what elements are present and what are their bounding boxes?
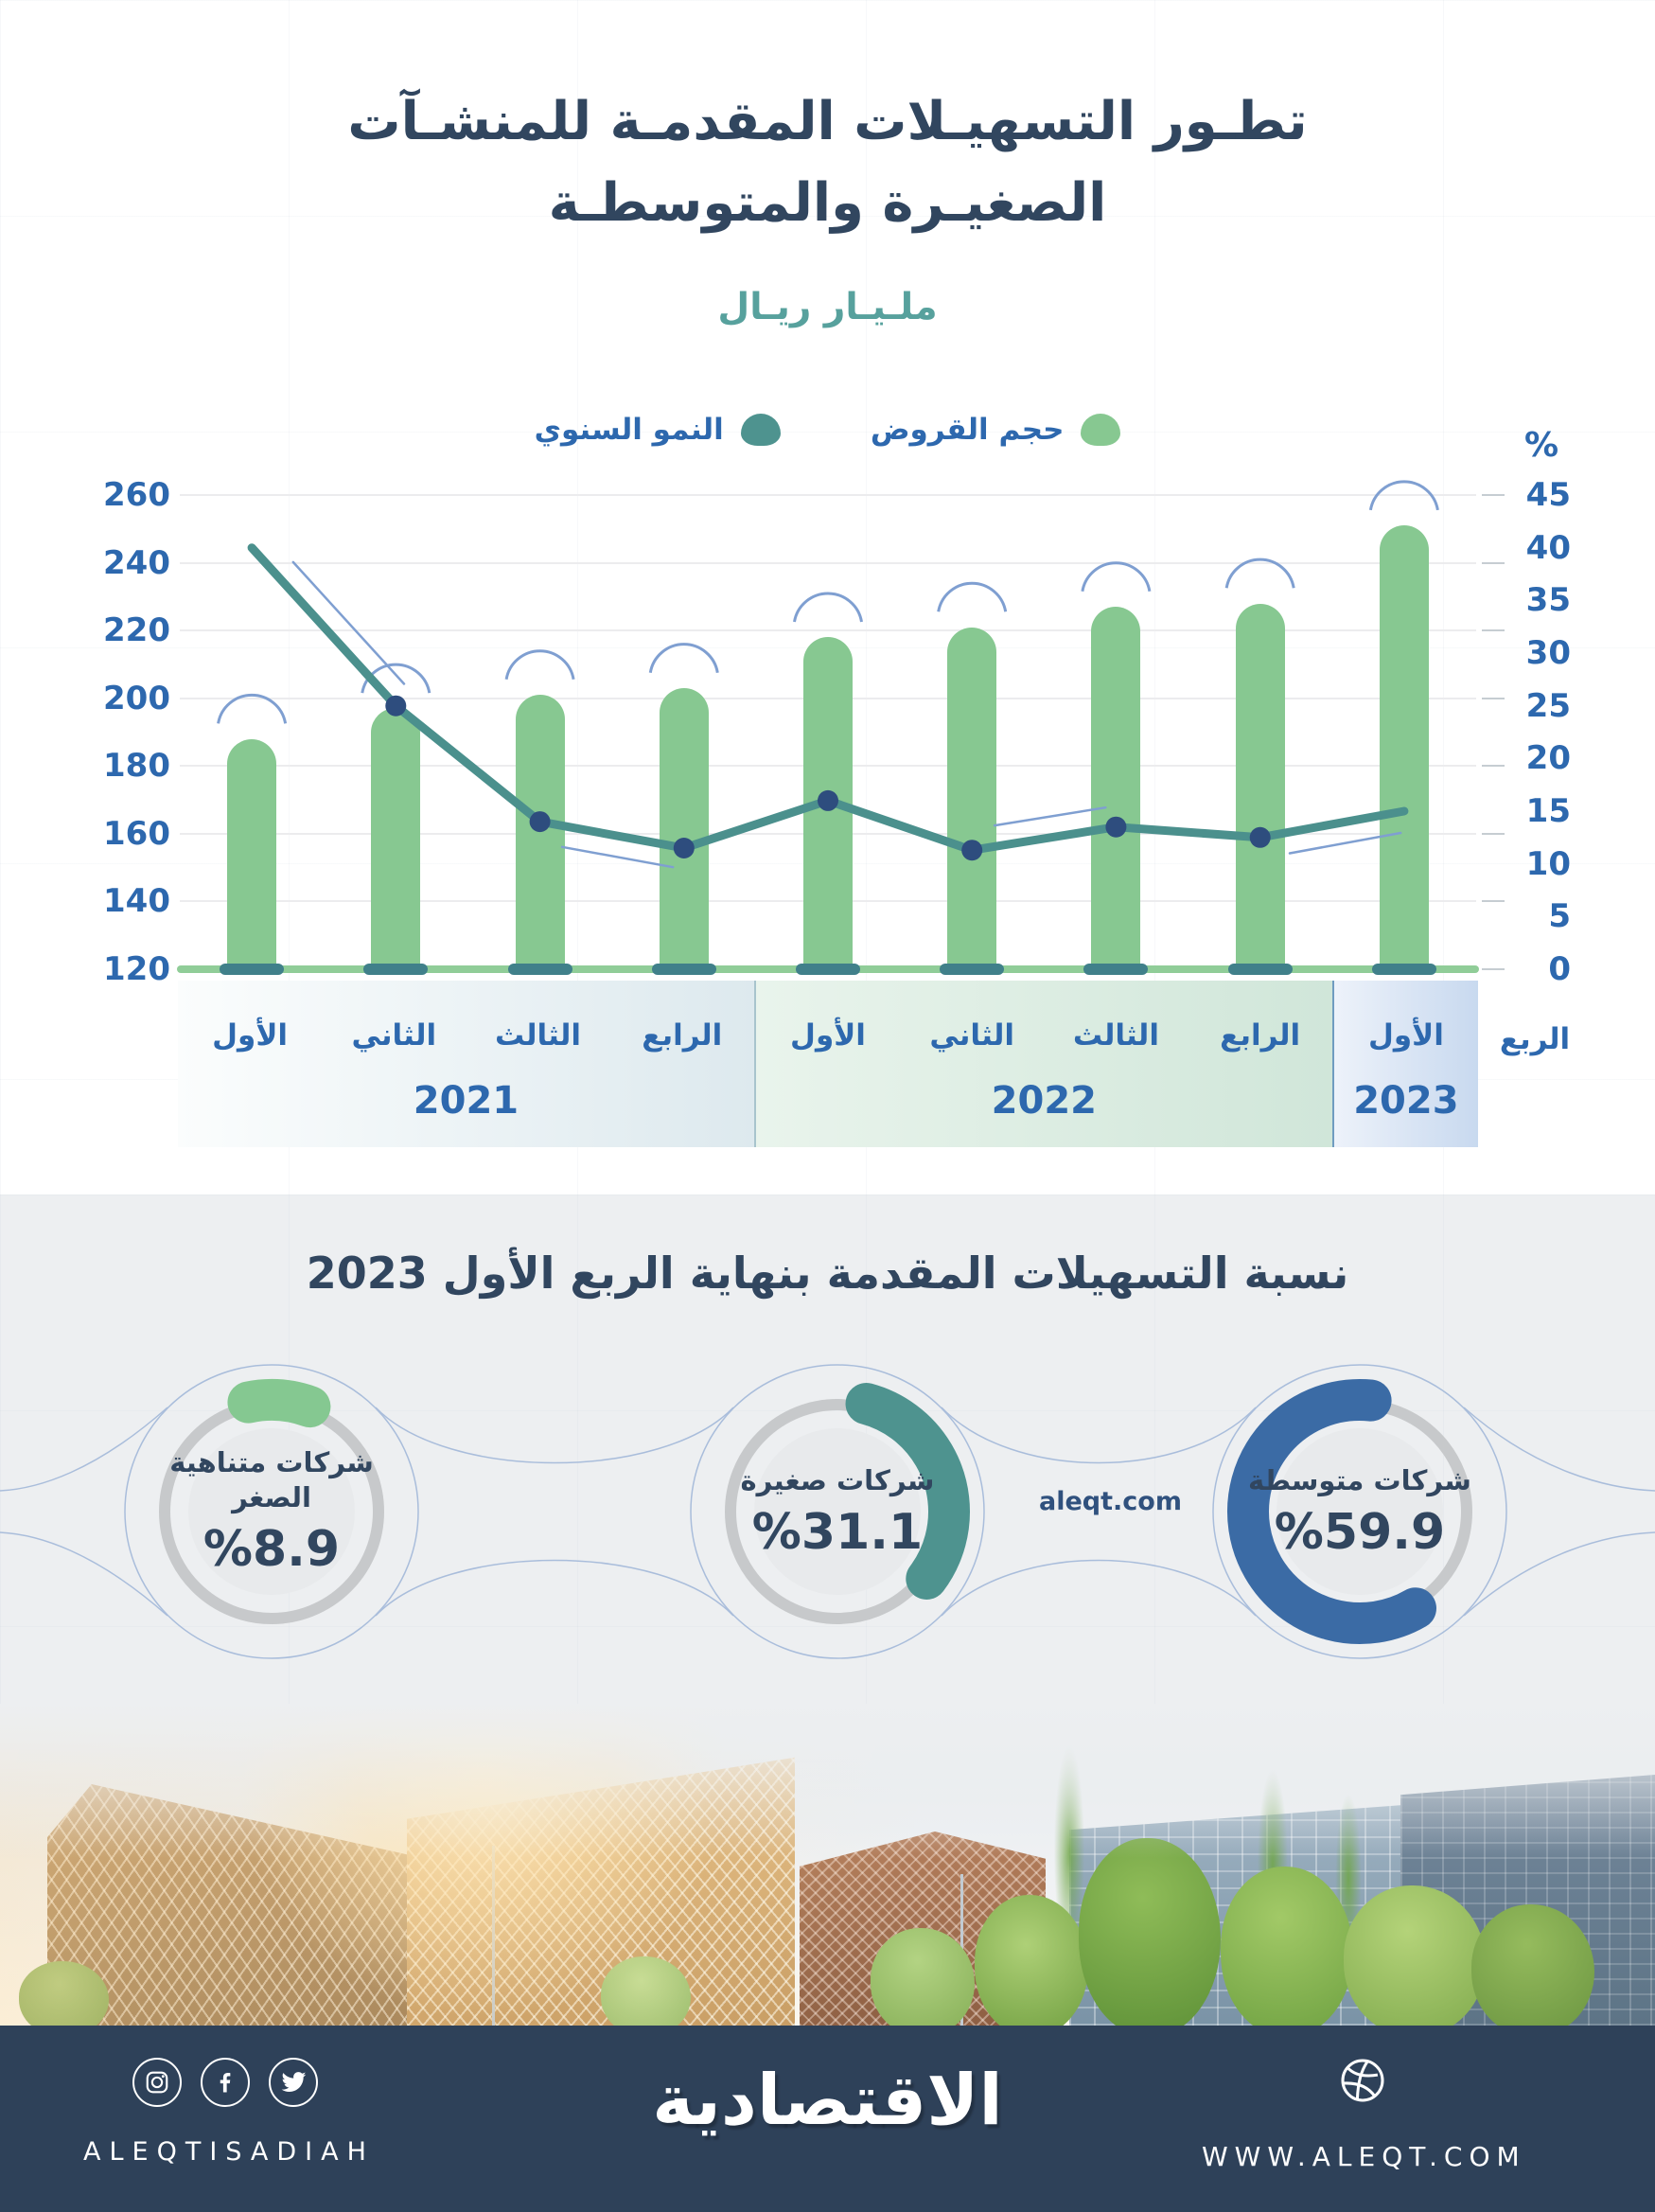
breakdown-section [0, 1194, 1655, 1704]
city-photo [0, 1704, 1655, 2026]
chain-connector-decoration [376, 1561, 733, 1617]
donut-text-block [1246, 1436, 1473, 1587]
year-band-2022 [754, 981, 1332, 1147]
breakdown-title: نسبة التسهيلات المقدمة بنهاية الربع الأول 2023 [306, 1248, 1349, 1299]
left-axis-tick-label: 160 [103, 814, 170, 853]
footer [0, 2026, 1655, 2212]
chain-connector-decoration [376, 1407, 733, 1463]
loans-swatch-icon [1081, 414, 1120, 446]
left-axis-tick-label: 260 [103, 476, 170, 514]
right-axis-tick-label: 20 [1525, 739, 1571, 778]
watermark: aleqt.com [1039, 1487, 1182, 1516]
donut-category-label: شركات متوسطة [1248, 1463, 1471, 1496]
quarter-label: الثاني [351, 1018, 437, 1053]
line-accent-decoration [995, 807, 1105, 825]
right-axis-title: % [1523, 426, 1559, 465]
page-title-line2: الصغيـرة والمتوسطـة [548, 171, 1107, 234]
chart-unit-subtitle: ملـيـار ريـال [717, 286, 938, 328]
chain-connector-decoration [0, 1532, 167, 1616]
quarter-label: الرابع [642, 1018, 723, 1053]
chain-connector-decoration [942, 1561, 1256, 1617]
x-axis-title: الربع [1499, 1022, 1571, 1056]
plot-area [180, 495, 1476, 969]
year-label: 2021 [413, 1079, 519, 1123]
bar-base-cap [796, 964, 860, 975]
bar-base-cap [1083, 964, 1148, 975]
bar-top-arc-decoration [506, 651, 573, 680]
legend-item-growth [535, 413, 781, 447]
growth-line-point [530, 811, 551, 832]
bar-base-cap [220, 964, 284, 975]
top-fade-overlay [0, 1704, 1655, 2026]
bar-base-cap [652, 964, 716, 975]
bar-top-arc-decoration [795, 593, 862, 622]
right-axis-labels [1499, 476, 1571, 988]
right-axis-tick-label: 15 [1525, 792, 1571, 830]
legend-loans-label: حجم القروض [870, 413, 1065, 447]
donut-text-block [724, 1436, 951, 1587]
right-axis-tick-label: 40 [1525, 528, 1571, 567]
bar-top-arc-decoration [1370, 482, 1437, 510]
right-axis-tick-label: 30 [1525, 634, 1571, 672]
line-accent-decoration [562, 847, 673, 867]
line-accent-decoration [293, 562, 404, 684]
bar-top-arc-decoration [650, 645, 717, 673]
bar-top-arc-decoration [1226, 559, 1294, 588]
chain-connector-decoration [942, 1407, 1256, 1463]
right-axis-tick-label: 10 [1525, 844, 1571, 883]
right-axis-tick-label: 0 [1548, 950, 1571, 988]
page-title [0, 81, 1655, 244]
left-axis-tick-label: 220 [103, 611, 170, 650]
bar-base-cap [940, 964, 1004, 975]
quarter-label: الأول [212, 1018, 289, 1053]
year-band-2023 [1332, 981, 1478, 1147]
legend-growth-label: النمو السنوي [534, 413, 724, 447]
page-title-line1: تطـور التسهيـلات المقدمـة للمنشـآت [347, 90, 1308, 152]
quarter-label: الرابع [1220, 1018, 1301, 1053]
quarter-label: الأول [790, 1018, 866, 1053]
left-axis-tick-label: 240 [103, 543, 170, 582]
quarter-label: الأول [1367, 1018, 1444, 1053]
right-axis-tick-label: 5 [1548, 897, 1571, 936]
right-axis-tick-label: 35 [1525, 581, 1571, 620]
right-axis-tick-label: 45 [1525, 476, 1571, 514]
left-axis-tick-label: 200 [103, 679, 170, 717]
quarter-label: الثالث [1072, 1018, 1159, 1053]
chart-legend [0, 413, 1655, 447]
left-axis-tick-label: 140 [103, 882, 170, 921]
quarter-label: الثاني [929, 1018, 1014, 1053]
bar-top-arc-decoration [219, 695, 286, 723]
bar-base-cap [1372, 964, 1436, 975]
donut-percentage-value: %59.9 [1274, 1503, 1446, 1561]
growth-line-point [674, 838, 695, 858]
bar-base-cap [363, 964, 428, 975]
left-axis-tick-label: 120 [103, 950, 170, 988]
dribbble-icon[interactable] [1336, 2054, 1389, 2107]
growth-line-point [818, 790, 838, 811]
left-axis-labels [83, 476, 170, 988]
quarter-label: الثالث [495, 1018, 582, 1053]
website-link[interactable]: WWW.ALEQT.COM [1202, 2141, 1526, 2172]
chain-connector-decoration [0, 1407, 167, 1491]
year-label: 2022 [991, 1079, 1097, 1123]
donut-category-label: شركات متناهية الصغر [169, 1446, 374, 1513]
growth-line-point [1250, 827, 1271, 848]
growth-line-point [1105, 817, 1126, 838]
social-handle: ALEQTISADIAH [83, 2137, 375, 2167]
right-axis-tick-label: 25 [1525, 686, 1571, 725]
bar-top-arc-decoration [1083, 563, 1150, 592]
bar-base-cap [1228, 964, 1293, 975]
line-accent-decoration [1290, 833, 1400, 854]
donut-text-block [158, 1436, 385, 1587]
donut-percentage-value: %31.1 [751, 1503, 924, 1561]
donut-category-label: شركات صغيرة [740, 1463, 935, 1496]
growth-swatch-icon [741, 414, 781, 446]
legend-item-loans [871, 413, 1121, 447]
growth-line-point [961, 840, 982, 860]
bar-top-arc-decoration [939, 583, 1006, 611]
left-axis-tick-label: 180 [103, 747, 170, 786]
growth-line-point [385, 696, 406, 717]
bar-base-cap [508, 964, 572, 975]
growth-line-chart [180, 495, 1476, 969]
year-band-2021 [178, 981, 754, 1147]
donut-percentage-value: %8.9 [202, 1521, 341, 1578]
x-axis-groups [178, 981, 1478, 1147]
year-label: 2023 [1353, 1079, 1459, 1123]
brand-logo: الاقتصادية [652, 2060, 1003, 2141]
